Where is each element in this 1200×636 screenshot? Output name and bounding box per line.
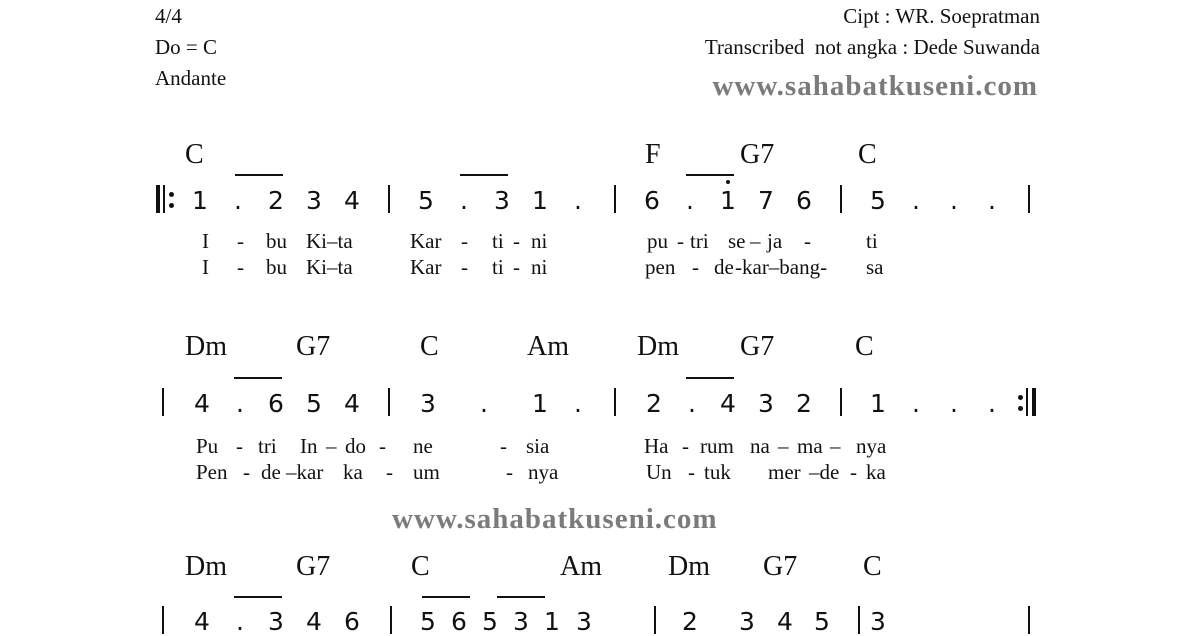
lyric: – bbox=[830, 434, 841, 458]
repeat-dot bbox=[169, 203, 174, 208]
bar-line bbox=[614, 388, 616, 416]
lyric: - bbox=[237, 255, 244, 279]
lyric: sa bbox=[866, 255, 884, 279]
lyric: Pen bbox=[196, 460, 228, 484]
note: 6 bbox=[451, 607, 467, 636]
lyric: Ki–ta bbox=[306, 255, 353, 279]
chord: C bbox=[411, 551, 430, 582]
chord: C bbox=[863, 551, 882, 582]
lyric: - bbox=[804, 229, 811, 253]
note: 3 bbox=[870, 607, 886, 636]
note: 5 bbox=[306, 389, 322, 418]
note: 1 bbox=[544, 607, 560, 636]
lyric: ma bbox=[797, 434, 823, 458]
bar-line bbox=[388, 388, 390, 416]
composer-credit: Cipt : WR. Soepratman bbox=[843, 4, 1040, 28]
note: 6 bbox=[268, 389, 284, 418]
note: . bbox=[988, 389, 996, 418]
lyric: - bbox=[236, 434, 243, 458]
lyric: - bbox=[677, 229, 684, 253]
beam bbox=[422, 596, 470, 598]
chord: G7 bbox=[296, 551, 331, 582]
note: 3 bbox=[268, 607, 284, 636]
chord: C bbox=[855, 331, 874, 362]
beam bbox=[460, 174, 508, 176]
note: 4 bbox=[344, 186, 360, 215]
beam bbox=[235, 174, 283, 176]
lyric: - bbox=[513, 229, 520, 253]
note: . bbox=[236, 607, 244, 636]
note: 4 bbox=[720, 389, 736, 418]
chord: Dm bbox=[668, 551, 710, 582]
note: . bbox=[686, 186, 694, 215]
beam bbox=[497, 596, 545, 598]
lyric: bu bbox=[266, 229, 287, 253]
repeat-start-bar bbox=[163, 185, 165, 213]
chord: Dm bbox=[185, 331, 227, 362]
lyric: Pu bbox=[196, 434, 219, 458]
lyric: tri bbox=[258, 434, 277, 458]
bar-line bbox=[840, 185, 842, 213]
lyric: Ki–ta bbox=[306, 229, 353, 253]
bar-line bbox=[1028, 185, 1030, 213]
note: 3 bbox=[739, 607, 755, 636]
lyric: ti bbox=[492, 229, 504, 253]
note: 4 bbox=[344, 389, 360, 418]
chord: F bbox=[645, 139, 661, 170]
repeat-dot bbox=[169, 192, 174, 197]
lyric: Ha bbox=[644, 434, 669, 458]
note: 6 bbox=[344, 607, 360, 636]
repeat-dot bbox=[1018, 406, 1023, 411]
chord: G7 bbox=[296, 331, 331, 362]
beam bbox=[234, 377, 282, 379]
chord: C bbox=[185, 139, 204, 170]
lyric: –de bbox=[809, 460, 840, 484]
note: 4 bbox=[194, 607, 210, 636]
lyric: rum bbox=[700, 434, 734, 458]
repeat-start-thick-bar bbox=[156, 185, 160, 213]
note: 1 bbox=[720, 186, 736, 215]
lyric: - bbox=[506, 460, 513, 484]
lyric: Kar bbox=[410, 255, 442, 279]
lyric: um bbox=[413, 460, 440, 484]
note: 4 bbox=[306, 607, 322, 636]
lyric: - bbox=[692, 255, 699, 279]
note: 2 bbox=[268, 186, 284, 215]
lyric: I bbox=[202, 229, 209, 253]
lyric: ni bbox=[531, 229, 548, 253]
transcriber-credit: Transcribed not angka : Dede Suwanda bbox=[704, 35, 1040, 59]
note: 4 bbox=[777, 607, 793, 636]
note: 2 bbox=[796, 389, 812, 418]
note: 1 bbox=[870, 389, 886, 418]
lyric: tri bbox=[690, 229, 709, 253]
note: 5 bbox=[420, 607, 436, 636]
note: . bbox=[950, 389, 958, 418]
note: 5 bbox=[870, 186, 886, 215]
note: 3 bbox=[758, 389, 774, 418]
note: . bbox=[234, 186, 242, 215]
repeat-dot bbox=[1018, 395, 1023, 400]
note: . bbox=[912, 389, 920, 418]
high-octave-dot bbox=[726, 180, 730, 184]
time-signature: 4/4 bbox=[155, 4, 182, 28]
note: . bbox=[688, 389, 696, 418]
lyric: ka bbox=[343, 460, 363, 484]
bar-line bbox=[162, 388, 164, 416]
website-watermark-middle: www.sahabatkuseni.com bbox=[392, 503, 718, 535]
lyric: nya bbox=[856, 434, 887, 458]
lyric: – bbox=[750, 229, 761, 253]
chord: Am bbox=[527, 331, 569, 362]
note: 7 bbox=[758, 186, 774, 215]
lyric: - bbox=[500, 434, 507, 458]
tempo-marking: Andante bbox=[155, 66, 227, 90]
note: 2 bbox=[646, 389, 662, 418]
beam bbox=[686, 174, 734, 176]
lyric: ne bbox=[413, 434, 433, 458]
note: . bbox=[460, 186, 468, 215]
lyric: In bbox=[300, 434, 318, 458]
lyric: ni bbox=[531, 255, 548, 279]
bar-line bbox=[388, 185, 390, 213]
note: 5 bbox=[418, 186, 434, 215]
lyric: ti bbox=[866, 229, 878, 253]
lyric: ja bbox=[767, 229, 783, 253]
lyric: Un bbox=[646, 460, 672, 484]
note: 3 bbox=[420, 389, 436, 418]
lyric: - bbox=[850, 460, 857, 484]
note: 5 bbox=[814, 607, 830, 636]
repeat-end-bar bbox=[1026, 388, 1028, 416]
repeat-end-thick-bar bbox=[1032, 388, 1036, 416]
chord: G7 bbox=[763, 551, 798, 582]
lyric: - bbox=[682, 434, 689, 458]
lyric: –kar bbox=[286, 460, 324, 484]
lyric: pen bbox=[645, 255, 676, 279]
beam bbox=[234, 596, 282, 598]
note: 3 bbox=[306, 186, 322, 215]
beam bbox=[686, 377, 734, 379]
lyric: - bbox=[243, 460, 250, 484]
lyric: -kar–bang- bbox=[735, 255, 828, 279]
bar-line bbox=[614, 185, 616, 213]
key-signature: Do = C bbox=[155, 35, 218, 59]
note: 1 bbox=[532, 389, 548, 418]
note: 2 bbox=[682, 607, 698, 636]
lyric: ka bbox=[866, 460, 886, 484]
lyric: pu bbox=[647, 229, 668, 253]
lyric: se bbox=[728, 229, 746, 253]
lyric: ti bbox=[492, 255, 504, 279]
chord: C bbox=[858, 139, 877, 170]
note: . bbox=[480, 389, 488, 418]
chord: C bbox=[420, 331, 439, 362]
chord: G7 bbox=[740, 139, 775, 170]
lyric: – bbox=[778, 434, 789, 458]
lyric: - bbox=[513, 255, 520, 279]
chord: Dm bbox=[637, 331, 679, 362]
website-watermark-top: www.sahabatkuseni.com bbox=[712, 70, 1038, 102]
note: . bbox=[574, 389, 582, 418]
note: 5 bbox=[482, 607, 498, 636]
note: 1 bbox=[532, 186, 548, 215]
lyric: I bbox=[202, 255, 209, 279]
note: . bbox=[236, 389, 244, 418]
note: 1 bbox=[192, 186, 208, 215]
lyric: de bbox=[714, 255, 734, 279]
chord: Am bbox=[560, 551, 602, 582]
note: . bbox=[574, 186, 582, 215]
note: 3 bbox=[576, 607, 592, 636]
lyric: Kar bbox=[410, 229, 442, 253]
note: 3 bbox=[494, 186, 510, 215]
lyric: na bbox=[750, 434, 770, 458]
note: 6 bbox=[796, 186, 812, 215]
lyric: sia bbox=[526, 434, 550, 458]
lyric: - bbox=[386, 460, 393, 484]
lyric: bu bbox=[266, 255, 287, 279]
lyric: - bbox=[379, 434, 386, 458]
lyric: – bbox=[326, 434, 337, 458]
chord: Dm bbox=[185, 551, 227, 582]
lyric: nya bbox=[528, 460, 559, 484]
lyric: - bbox=[237, 229, 244, 253]
chord: G7 bbox=[740, 331, 775, 362]
note: . bbox=[912, 186, 920, 215]
note: 6 bbox=[644, 186, 660, 215]
bar-line bbox=[840, 388, 842, 416]
lyric: tuk bbox=[704, 460, 731, 484]
note: 4 bbox=[194, 389, 210, 418]
lyric: do bbox=[345, 434, 366, 458]
lyric: - bbox=[461, 255, 468, 279]
note: 3 bbox=[513, 607, 529, 636]
lyric: - bbox=[688, 460, 695, 484]
note: . bbox=[950, 186, 958, 215]
lyric: - bbox=[461, 229, 468, 253]
lyric: mer bbox=[768, 460, 801, 484]
lyric: de bbox=[261, 460, 281, 484]
note: . bbox=[988, 186, 996, 215]
